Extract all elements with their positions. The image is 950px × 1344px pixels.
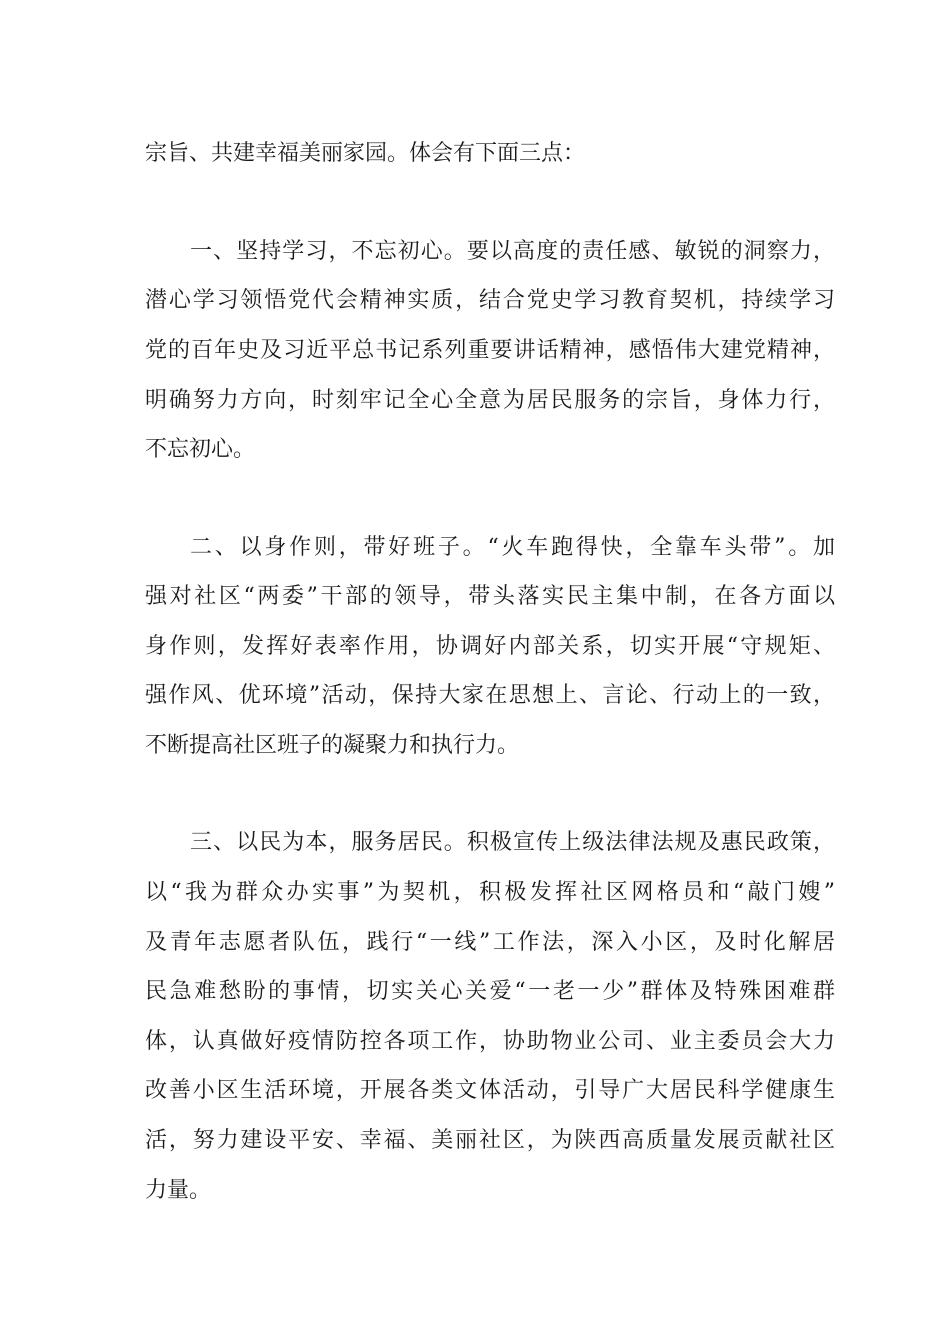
section-1-line: 一、坚持学习，不忘初心。要以高度的责任感、敏锐的洞察力， bbox=[190, 239, 835, 264]
section-1-line: 明确努力方向，时刻牢记全心全意为居民服务的宗旨，身体力行， bbox=[145, 388, 835, 413]
section-1-line: 潜心学习领悟党代会精神实质，结合党史学习教育契机，持续学习 bbox=[145, 288, 835, 313]
section-2-line: 不断提高社区班子的凝聚力和执行力。 bbox=[145, 733, 520, 758]
section-2-line: 二、以身作则，带好班子。“火车跑得快，全靠车头带”。加 bbox=[190, 535, 835, 560]
section-3-line: 民急难愁盼的事情，切实关心关爱“一老一少”群体及特殊困难群 bbox=[145, 979, 835, 1004]
section-3-line: 及青年志愿者队伍，践行“一线”工作法，深入小区，及时化解居 bbox=[145, 930, 835, 955]
section-2-line: 强作风、优环境”活动，保持大家在思想上、言论、行动上的一致， bbox=[145, 683, 835, 708]
section-1-line: 不忘初心。 bbox=[145, 437, 256, 462]
section-2-line: 强对社区“两委”干部的领导，带头落实民主集中制，在各方面以 bbox=[145, 584, 835, 609]
section-3-line: 力量。 bbox=[145, 1178, 212, 1203]
section-2-line: 身作则，发挥好表率作用，协调好内部关系，切实开展“守规矩、 bbox=[145, 634, 835, 659]
section-3-line: 三、以民为本，服务居民。积极宣传上级法律法规及惠民政策， bbox=[190, 830, 835, 855]
section-3-line: 以“我为群众办实事”为契机，积极发挥社区网格员和“敲门嫂” bbox=[145, 880, 835, 905]
section-3-line: 活，努力建设平安、幸福、美丽社区，为陕西高质量发展贡献社区 bbox=[145, 1128, 835, 1153]
intro-line: 宗旨、共建幸福美丽家园。体会有下面三点： bbox=[145, 141, 586, 166]
section-1-line: 党的百年史及习近平总书记系列重要讲话精神，感悟伟大建党精神， bbox=[145, 338, 835, 363]
section-3-line: 体，认真做好疫情防控各项工作，协助物业公司、业主委员会大力 bbox=[145, 1029, 835, 1054]
section-3-line: 改善小区生活环境，开展各类文体活动，引导广大居民科学健康生 bbox=[145, 1078, 835, 1103]
